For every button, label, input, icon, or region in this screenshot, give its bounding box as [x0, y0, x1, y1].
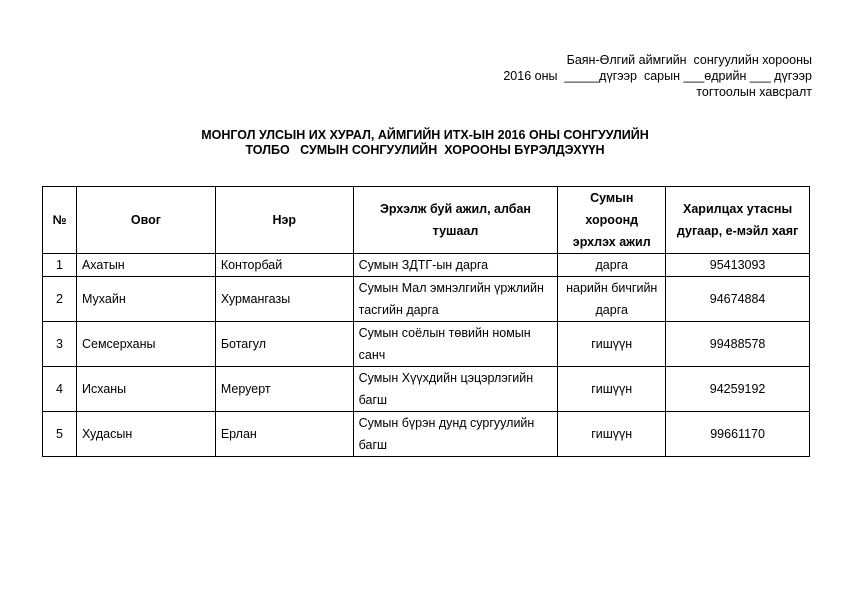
- header-line-date: 2016 оны _____дүгээр сарын ___өдрийн ___ дүгээр: [503, 69, 812, 83]
- cell-role: гишүүн: [558, 322, 666, 367]
- cell-surname: Ахатын: [76, 254, 215, 277]
- cell-num: 5: [43, 412, 77, 457]
- resolution-header: [503, 52, 812, 100]
- header-line-committee: Баян-Өлгий аймгийн сонгуулийн хорооны: [566, 53, 812, 67]
- cell-role: нарийн бичгийн дарга: [558, 277, 666, 322]
- cell-position: Сумын Хүүхдийн цэцэрлэгийн багш: [353, 367, 558, 412]
- cell-contact: 94259192: [666, 367, 810, 412]
- cell-role: гишүүн: [558, 367, 666, 412]
- cell-contact: 94674884: [666, 277, 810, 322]
- header-contact: Харилцах утасны дугаар, е-мэйл хаяг: [666, 187, 810, 254]
- header-surname: Овог: [76, 187, 215, 254]
- document-title-line-2: ТОЛБО СУМЫН СОНГУУЛИЙН ХОРООНЫ БҮРЭЛДЭХҮҮН: [245, 143, 605, 157]
- cell-num: 4: [43, 367, 77, 412]
- document-title: [0, 128, 850, 158]
- cell-name: Меруерт: [215, 367, 353, 412]
- cell-role: гишүүн: [558, 412, 666, 457]
- header-role: Сумын хороонд эрхлэх ажил: [558, 187, 666, 254]
- table-row: [43, 367, 810, 412]
- cell-name: Хурмангазы: [215, 277, 353, 322]
- cell-role: дарга: [558, 254, 666, 277]
- cell-name: Ерлан: [215, 412, 353, 457]
- cell-position: Сумын бүрэн дунд сургуулийн багш: [353, 412, 558, 457]
- cell-surname: Худасын: [76, 412, 215, 457]
- cell-name: Конторбай: [215, 254, 353, 277]
- table-row: [43, 322, 810, 367]
- cell-surname: Исханы: [76, 367, 215, 412]
- header-num: №: [43, 187, 77, 254]
- cell-surname: Семсерханы: [76, 322, 215, 367]
- committee-members-table: [42, 186, 810, 457]
- cell-contact: 99661170: [666, 412, 810, 457]
- table-header-row: [43, 187, 810, 254]
- table-row: [43, 277, 810, 322]
- cell-position: Сумын Мал эмнэлгийн үржлийн тасгийн дарга: [353, 277, 558, 322]
- cell-position: Сумын ЗДТГ-ын дарга: [353, 254, 558, 277]
- header-position: Эрхэлж буй ажил, албан тушаал: [353, 187, 558, 254]
- table-row: [43, 254, 810, 277]
- table-row: [43, 412, 810, 457]
- cell-num: 3: [43, 322, 77, 367]
- cell-name: Ботагул: [215, 322, 353, 367]
- cell-contact: 99488578: [666, 322, 810, 367]
- cell-num: 2: [43, 277, 77, 322]
- document-title-line-1: МОНГОЛ УЛСЫН ИХ ХУРАЛ, АЙМГИЙН ИТХ-ЫН 2016 ОНЫ СОНГУУЛИЙН: [201, 128, 649, 142]
- header-name: Нэр: [215, 187, 353, 254]
- cell-surname: Мухайн: [76, 277, 215, 322]
- cell-contact: 95413093: [666, 254, 810, 277]
- header-line-annex: тогтоолын хавсралт: [696, 85, 812, 99]
- cell-num: 1: [43, 254, 77, 277]
- cell-position: Сумын соёлын төвийн номын санч: [353, 322, 558, 367]
